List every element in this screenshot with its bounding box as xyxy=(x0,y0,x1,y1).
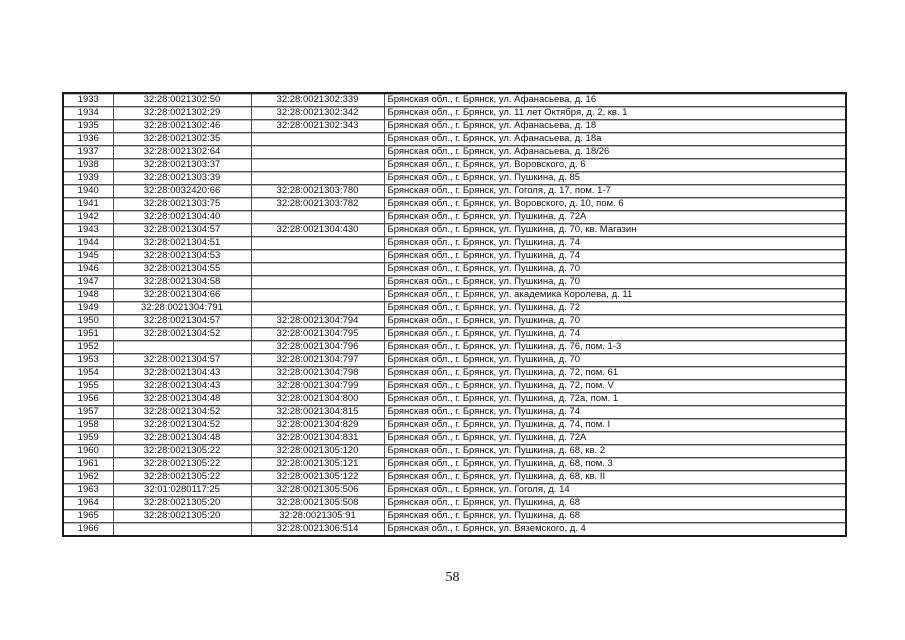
address-cell: Брянская обл., г. Брянск, ул. Пушкина, д. 70 xyxy=(384,263,846,276)
row-number-cell: 1941 xyxy=(63,198,113,211)
table-row xyxy=(63,393,846,406)
cadastral-number-cell: 32:28:0021302:35 xyxy=(113,133,251,146)
row-number-cell: 1953 xyxy=(63,354,113,367)
cadastral-number-cell: 32:28:0021305:20 xyxy=(113,497,251,510)
address-cell: Брянская обл., г. Брянск, ул. Пушкина, д. 72А xyxy=(384,432,846,445)
address-cell: Брянская обл., г. Брянск, ул. Пушкина, д. 72, пом. 61 xyxy=(384,367,846,380)
address-cell: Брянская обл., г. Брянск, ул. Пушкина, д. 68 xyxy=(384,510,846,523)
address-cell: Брянская обл., г. Брянск, ул. академика Королева, д. 11 xyxy=(384,289,846,302)
table-row xyxy=(63,471,846,484)
row-number-cell: 1937 xyxy=(63,146,113,159)
row-number-cell: 1966 xyxy=(63,523,113,537)
cadastral-number-cell: 32:28:0021304:48 xyxy=(113,432,251,445)
address-cell: Брянская обл., г. Брянск, ул. Пушкина, д. 74 xyxy=(384,237,846,250)
address-cell: Брянская обл., г. Брянск, ул. Воровского, д. 6 xyxy=(384,159,846,172)
table-row xyxy=(63,445,846,458)
cadastral-number-cell: 32:28:0021304:52 xyxy=(113,328,251,341)
row-number-cell: 1965 xyxy=(63,510,113,523)
row-number-cell: 1936 xyxy=(63,133,113,146)
cadastral-number-cell: 32:28:0021304:55 xyxy=(113,263,251,276)
cadastral-number-secondary-cell: 32:28:0021304:829 xyxy=(251,419,384,432)
address-cell: Брянская обл., г. Брянск, ул. Пушкина, д. 70, кв. Магазин xyxy=(384,224,846,237)
address-cell: Брянская обл., г. Брянск, ул. Гоголя, д. 14 xyxy=(384,484,846,497)
cadastral-number-cell: 32:28:0021304:48 xyxy=(113,393,251,406)
table-row xyxy=(63,263,846,276)
cadastral-number-cell xyxy=(113,523,251,537)
cadastral-number-secondary-cell: 32:28:0021304:795 xyxy=(251,328,384,341)
row-number-cell: 1934 xyxy=(63,107,113,120)
cadastral-number-cell xyxy=(113,341,251,354)
cadastral-number-secondary-cell xyxy=(251,289,384,302)
table-row xyxy=(63,120,846,133)
row-number-cell: 1944 xyxy=(63,237,113,250)
cadastral-number-secondary-cell: 32:28:0021302:342 xyxy=(251,107,384,120)
cadastral-number-secondary-cell: 32:28:0021304:815 xyxy=(251,406,384,419)
page-number: 58 xyxy=(445,570,460,585)
table-row xyxy=(63,432,846,445)
address-cell: Брянская обл., г. Брянск, ул. Пушкина, д. 72А xyxy=(384,211,846,224)
cadastral-number-secondary-cell: 32:28:0021305:91 xyxy=(251,510,384,523)
table-row xyxy=(63,211,846,224)
table-row xyxy=(63,497,846,510)
cadastral-number-cell: 32:28:0021302:46 xyxy=(113,120,251,133)
cadastral-number-secondary-cell xyxy=(251,159,384,172)
row-number-cell: 1939 xyxy=(63,172,113,185)
table-row xyxy=(63,93,846,107)
address-cell: Брянская обл., г. Брянск, ул. Пушкина, д. 74, пом. I xyxy=(384,419,846,432)
address-cell: Брянская обл., г. Брянск, ул. Афанасьева, д. 16 xyxy=(384,93,846,107)
address-cell: Брянская обл., г. Брянск, ул. Пушкина, д. 72 xyxy=(384,302,846,315)
row-number-cell: 1945 xyxy=(63,250,113,263)
cadastral-number-cell: 32:28:0021304:52 xyxy=(113,406,251,419)
table-row xyxy=(63,133,846,146)
address-cell: Брянская обл., г. Брянск, ул. Пушкина, д. 70 xyxy=(384,354,846,367)
row-number-cell: 1954 xyxy=(63,367,113,380)
cadastral-number-cell: 32:28:0021304:57 xyxy=(113,354,251,367)
cadastral-number-secondary-cell xyxy=(251,302,384,315)
address-cell: Брянская обл., г. Брянск, ул. Пушкина, д. 68, кв. II xyxy=(384,471,846,484)
row-number-cell: 1950 xyxy=(63,315,113,328)
cadastral-number-cell: 32:28:0021302:29 xyxy=(113,107,251,120)
cadastral-number-cell: 32:28:0021304:791 xyxy=(113,302,251,315)
address-cell: Брянская обл., г. Брянск, ул. Афанасьева, д. 18/26 xyxy=(384,146,846,159)
table-row xyxy=(63,198,846,211)
row-number-cell: 1933 xyxy=(63,93,113,107)
table-row xyxy=(63,224,846,237)
table-row xyxy=(63,354,846,367)
table-row xyxy=(63,510,846,523)
address-cell: Брянская обл., г. Брянск, ул. Пушкина, д. 72, пом. V xyxy=(384,380,846,393)
cadastral-parcels-table xyxy=(62,92,847,537)
row-number-cell: 1935 xyxy=(63,120,113,133)
table-row xyxy=(63,159,846,172)
address-cell: Брянская обл., г. Брянск, ул. Пушкина, д. 68, кв. 2 xyxy=(384,445,846,458)
cadastral-number-secondary-cell: 32:28:0021305:120 xyxy=(251,445,384,458)
cadastral-number-secondary-cell: 32:28:0021305:506 xyxy=(251,484,384,497)
cadastral-number-secondary-cell xyxy=(251,133,384,146)
row-number-cell: 1963 xyxy=(63,484,113,497)
row-number-cell: 1955 xyxy=(63,380,113,393)
row-number-cell: 1961 xyxy=(63,458,113,471)
table-body xyxy=(63,93,846,536)
cadastral-number-secondary-cell: 32:28:0021302:339 xyxy=(251,93,384,107)
cadastral-number-secondary-cell: 32:28:0021302:343 xyxy=(251,120,384,133)
cadastral-number-cell: 32:28:0021304:58 xyxy=(113,276,251,289)
cadastral-number-cell: 32:28:0021304:57 xyxy=(113,315,251,328)
row-number-cell: 1947 xyxy=(63,276,113,289)
cadastral-number-cell: 32:28:0021303:37 xyxy=(113,159,251,172)
cadastral-number-cell: 32:28:0021304:52 xyxy=(113,419,251,432)
row-number-cell: 1938 xyxy=(63,159,113,172)
cadastral-number-cell: 32:28:0021303:39 xyxy=(113,172,251,185)
row-number-cell: 1940 xyxy=(63,185,113,198)
cadastral-number-cell: 32:28:0021304:66 xyxy=(113,289,251,302)
row-number-cell: 1943 xyxy=(63,224,113,237)
cadastral-number-cell: 32:28:0021304:53 xyxy=(113,250,251,263)
cadastral-number-secondary-cell xyxy=(251,172,384,185)
cadastral-number-secondary-cell: 32:28:0021304:831 xyxy=(251,432,384,445)
address-cell: Брянская обл., г. Брянск, ул. Пушкина, д. 74 xyxy=(384,328,846,341)
address-cell: Брянская обл., г. Брянск, ул. Пушкина, д. 72а, пом. 1 xyxy=(384,393,846,406)
address-cell: Брянская обл., г. Брянск, ул. Пушкина, д. 74 xyxy=(384,250,846,263)
table-row xyxy=(63,289,846,302)
table-row xyxy=(63,237,846,250)
row-number-cell: 1962 xyxy=(63,471,113,484)
table-row xyxy=(63,172,846,185)
cadastral-number-cell: 32:28:0032420:66 xyxy=(113,185,251,198)
address-cell: Брянская обл., г. Брянск, ул. Афанасьева, д. 18а xyxy=(384,133,846,146)
row-number-cell: 1957 xyxy=(63,406,113,419)
row-number-cell: 1960 xyxy=(63,445,113,458)
cadastral-number-cell: 32:28:0021304:51 xyxy=(113,237,251,250)
table-row xyxy=(63,419,846,432)
table-row xyxy=(63,523,846,537)
cadastral-number-secondary-cell xyxy=(251,237,384,250)
row-number-cell: 1952 xyxy=(63,341,113,354)
table-row xyxy=(63,484,846,497)
cadastral-number-secondary-cell: 32:28:0021305:122 xyxy=(251,471,384,484)
row-number-cell: 1946 xyxy=(63,263,113,276)
cadastral-number-cell: 32:28:0021304:57 xyxy=(113,224,251,237)
address-cell: Брянская обл., г. Брянск, ул. Афанасьева, д. 18 xyxy=(384,120,846,133)
row-number-cell: 1951 xyxy=(63,328,113,341)
cadastral-number-secondary-cell: 32:28:0021304:794 xyxy=(251,315,384,328)
cadastral-number-cell: 32:28:0021305:22 xyxy=(113,445,251,458)
table-row xyxy=(63,328,846,341)
table-row xyxy=(63,380,846,393)
address-cell: Брянская обл., г. Брянск, ул. Пушкина, д. 68 xyxy=(384,497,846,510)
table-row xyxy=(63,367,846,380)
address-cell: Брянская обл., г. Брянск, ул. Пушкина, д. 70 xyxy=(384,276,846,289)
cadastral-number-secondary-cell: 32:28:0021304:799 xyxy=(251,380,384,393)
cadastral-number-secondary-cell: 32:28:0021303:782 xyxy=(251,198,384,211)
cadastral-number-secondary-cell xyxy=(251,263,384,276)
cadastral-number-cell: 32:28:0021305:22 xyxy=(113,471,251,484)
cadastral-number-cell: 32:01:0280117:25 xyxy=(113,484,251,497)
table-row xyxy=(63,315,846,328)
address-cell: Брянская обл., г. Брянск, ул. Пушкина, д. 68, пом. 3 xyxy=(384,458,846,471)
cadastral-number-cell: 32:28:0021304:43 xyxy=(113,380,251,393)
table-row xyxy=(63,250,846,263)
cadastral-number-secondary-cell: 32:28:0021304:798 xyxy=(251,367,384,380)
cadastral-number-cell: 32:28:0021302:64 xyxy=(113,146,251,159)
cadastral-number-cell: 32:28:0021304:40 xyxy=(113,211,251,224)
row-number-cell: 1949 xyxy=(63,302,113,315)
table-row xyxy=(63,146,846,159)
address-cell: Брянская обл., г. Брянск, ул. Воровского, д. 10, пом. 6 xyxy=(384,198,846,211)
cadastral-number-secondary-cell xyxy=(251,276,384,289)
cadastral-number-secondary-cell: 32:28:0021303:780 xyxy=(251,185,384,198)
cadastral-number-secondary-cell: 32:28:0021306:514 xyxy=(251,523,384,537)
address-cell: Брянская обл., г. Брянск, ул. 11 лет Октября, д. 2, кв. 1 xyxy=(384,107,846,120)
cadastral-number-secondary-cell: 32:28:0021305:121 xyxy=(251,458,384,471)
cadastral-number-cell: 32:28:0021304:43 xyxy=(113,367,251,380)
cadastral-number-cell: 32:28:0021305:22 xyxy=(113,458,251,471)
address-cell: Брянская обл., г. Брянск, ул. Пушкина, д. 74 xyxy=(384,406,846,419)
cadastral-number-secondary-cell: 32:28:0021304:797 xyxy=(251,354,384,367)
table-row xyxy=(63,302,846,315)
cadastral-number-cell: 32:28:0021305:20 xyxy=(113,510,251,523)
cadastral-number-secondary-cell: 32:28:0021304:430 xyxy=(251,224,384,237)
table-row xyxy=(63,107,846,120)
table-row xyxy=(63,276,846,289)
cadastral-number-secondary-cell xyxy=(251,211,384,224)
table-row xyxy=(63,185,846,198)
cadastral-number-secondary-cell: 32:28:0021304:800 xyxy=(251,393,384,406)
row-number-cell: 1948 xyxy=(63,289,113,302)
cadastral-number-secondary-cell xyxy=(251,146,384,159)
address-cell: Брянская обл., г. Брянск, ул. Пушкина, д. 76, пом. 1-3 xyxy=(384,341,846,354)
row-number-cell: 1956 xyxy=(63,393,113,406)
row-number-cell: 1959 xyxy=(63,432,113,445)
row-number-cell: 1958 xyxy=(63,419,113,432)
table-row xyxy=(63,458,846,471)
cadastral-number-secondary-cell xyxy=(251,250,384,263)
cadastral-number-secondary-cell: 32:28:0021304:796 xyxy=(251,341,384,354)
address-cell: Брянская обл., г. Брянск, ул. Вяземского, д. 4 xyxy=(384,523,846,537)
address-cell: Брянская обл., г. Брянск, ул. Пушкина, д. 85 xyxy=(384,172,846,185)
cadastral-number-cell: 32:28:0021302:50 xyxy=(113,93,251,107)
cadastral-number-secondary-cell: 32:28:0021305:508 xyxy=(251,497,384,510)
row-number-cell: 1964 xyxy=(63,497,113,510)
table-row xyxy=(63,406,846,419)
cadastral-number-cell: 32:28:0021303:75 xyxy=(113,198,251,211)
address-cell: Брянская обл., г. Брянск, ул. Гоголя, д. 17, пом. 1-7 xyxy=(384,185,846,198)
address-cell: Брянская обл., г. Брянск, ул. Пушкина, д. 70 xyxy=(384,315,846,328)
table-row xyxy=(63,341,846,354)
row-number-cell: 1942 xyxy=(63,211,113,224)
